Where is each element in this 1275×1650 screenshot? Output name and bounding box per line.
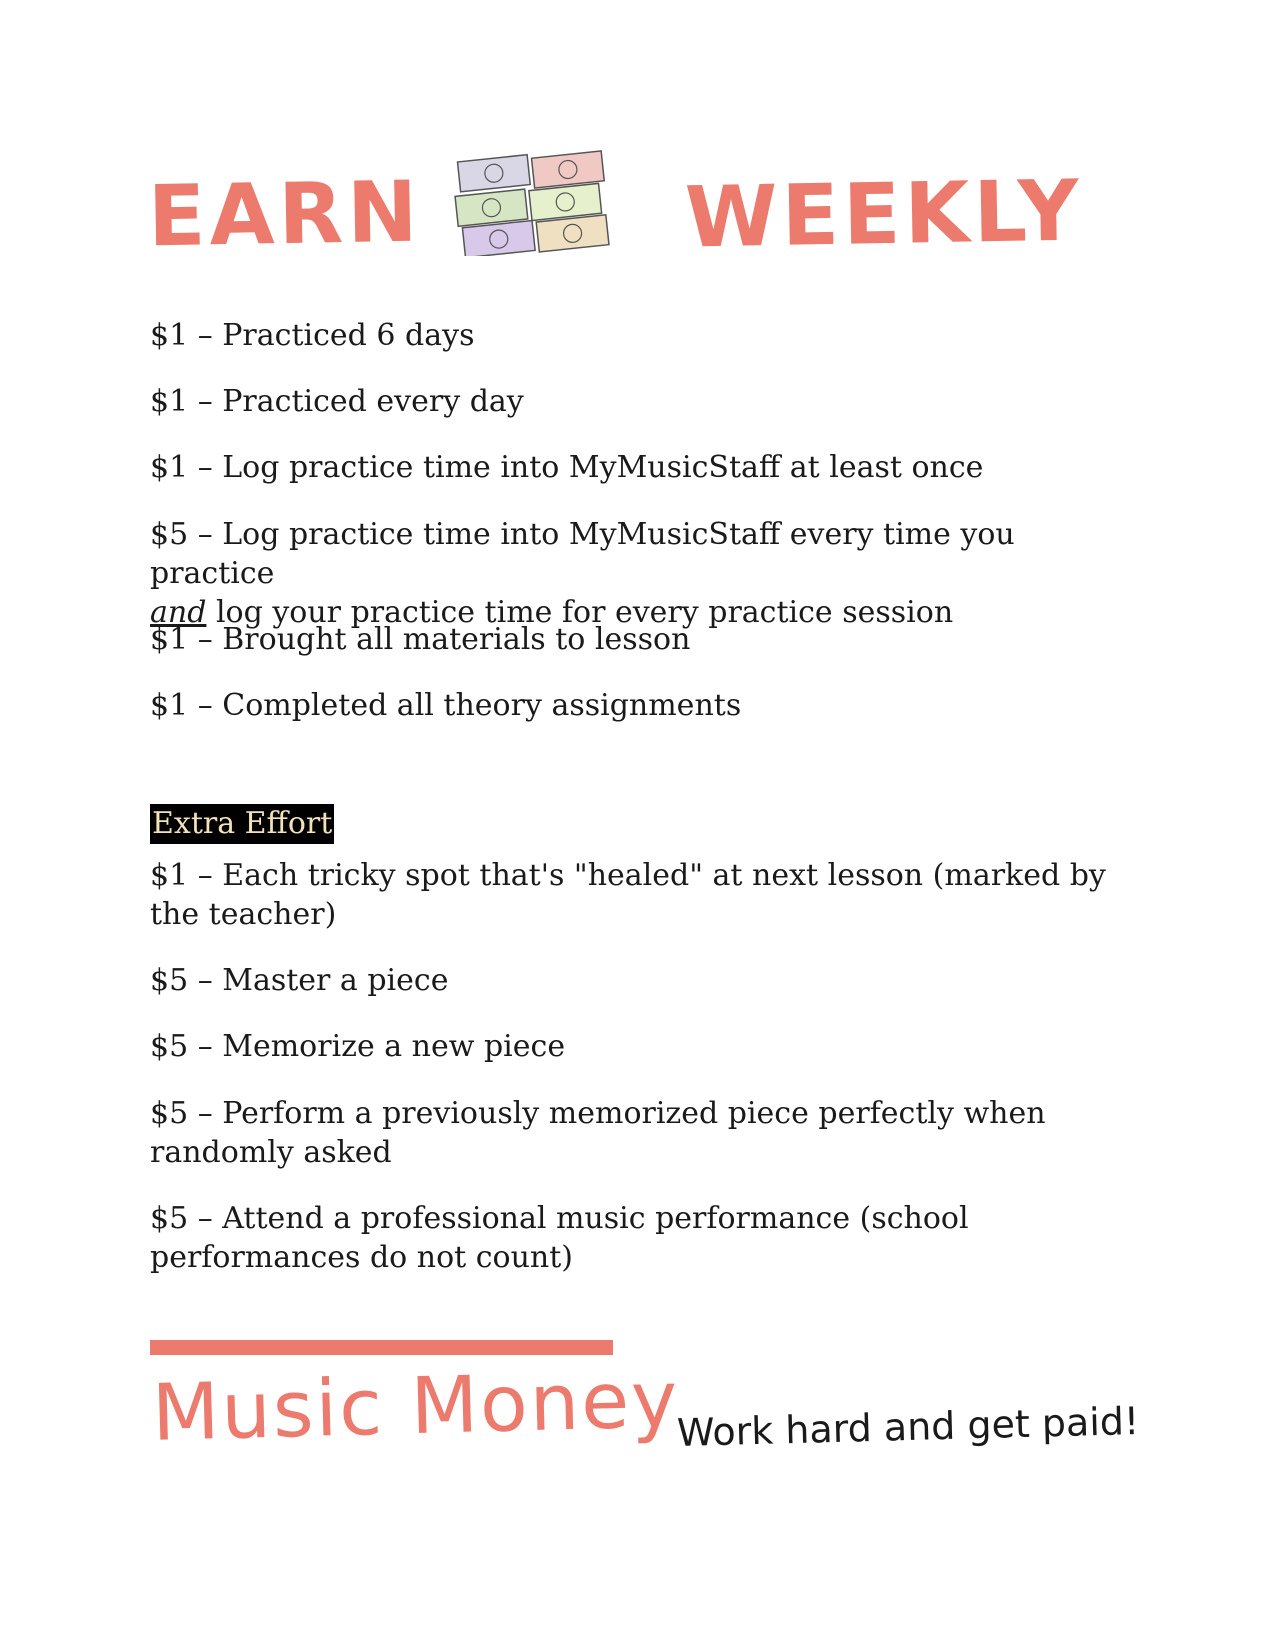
divider	[150, 1340, 613, 1355]
list-item-line1: $5 – Log practice time into MyMusicStaff every time you practice	[150, 517, 1015, 591]
tagline: Work hard and get paid!	[676, 1398, 1140, 1456]
list-item: $5 – Perform a previously memorized piece perfectly when randomly asked	[150, 1096, 1046, 1170]
list-item: $1 – Practiced 6 days	[150, 318, 475, 353]
list-item: $1 – Practiced every day	[150, 384, 524, 419]
list-item-line2: log your practice time for every practice session	[206, 595, 954, 630]
header-weekly: WEEKLY	[684, 161, 1084, 267]
list-item: $1 – Brought all materials to lesson	[150, 622, 691, 657]
list-item: $1 – Completed all theory assignments	[150, 688, 742, 723]
emphasis-and: and	[150, 595, 207, 630]
list-item: $5 – Attend a professional music performance (school performances do not count)	[150, 1201, 969, 1275]
list-item: $5 – Master a piece	[150, 963, 449, 998]
list-item: $5 – Memorize a new piece	[150, 1029, 566, 1064]
list-item: $1 – Log practice time into MyMusicStaff at least once	[150, 450, 984, 485]
list-item: $1 – Each tricky spot that's "healed" at next lesson (marked by the teacher)	[150, 858, 1106, 932]
section-label-extra-effort: Extra Effort	[150, 804, 334, 844]
brand-title: Music Money	[150, 1355, 681, 1459]
header-earn: EARN	[147, 162, 423, 266]
dollar-bills-icon	[452, 146, 620, 256]
list-item	[150, 515, 1140, 632]
